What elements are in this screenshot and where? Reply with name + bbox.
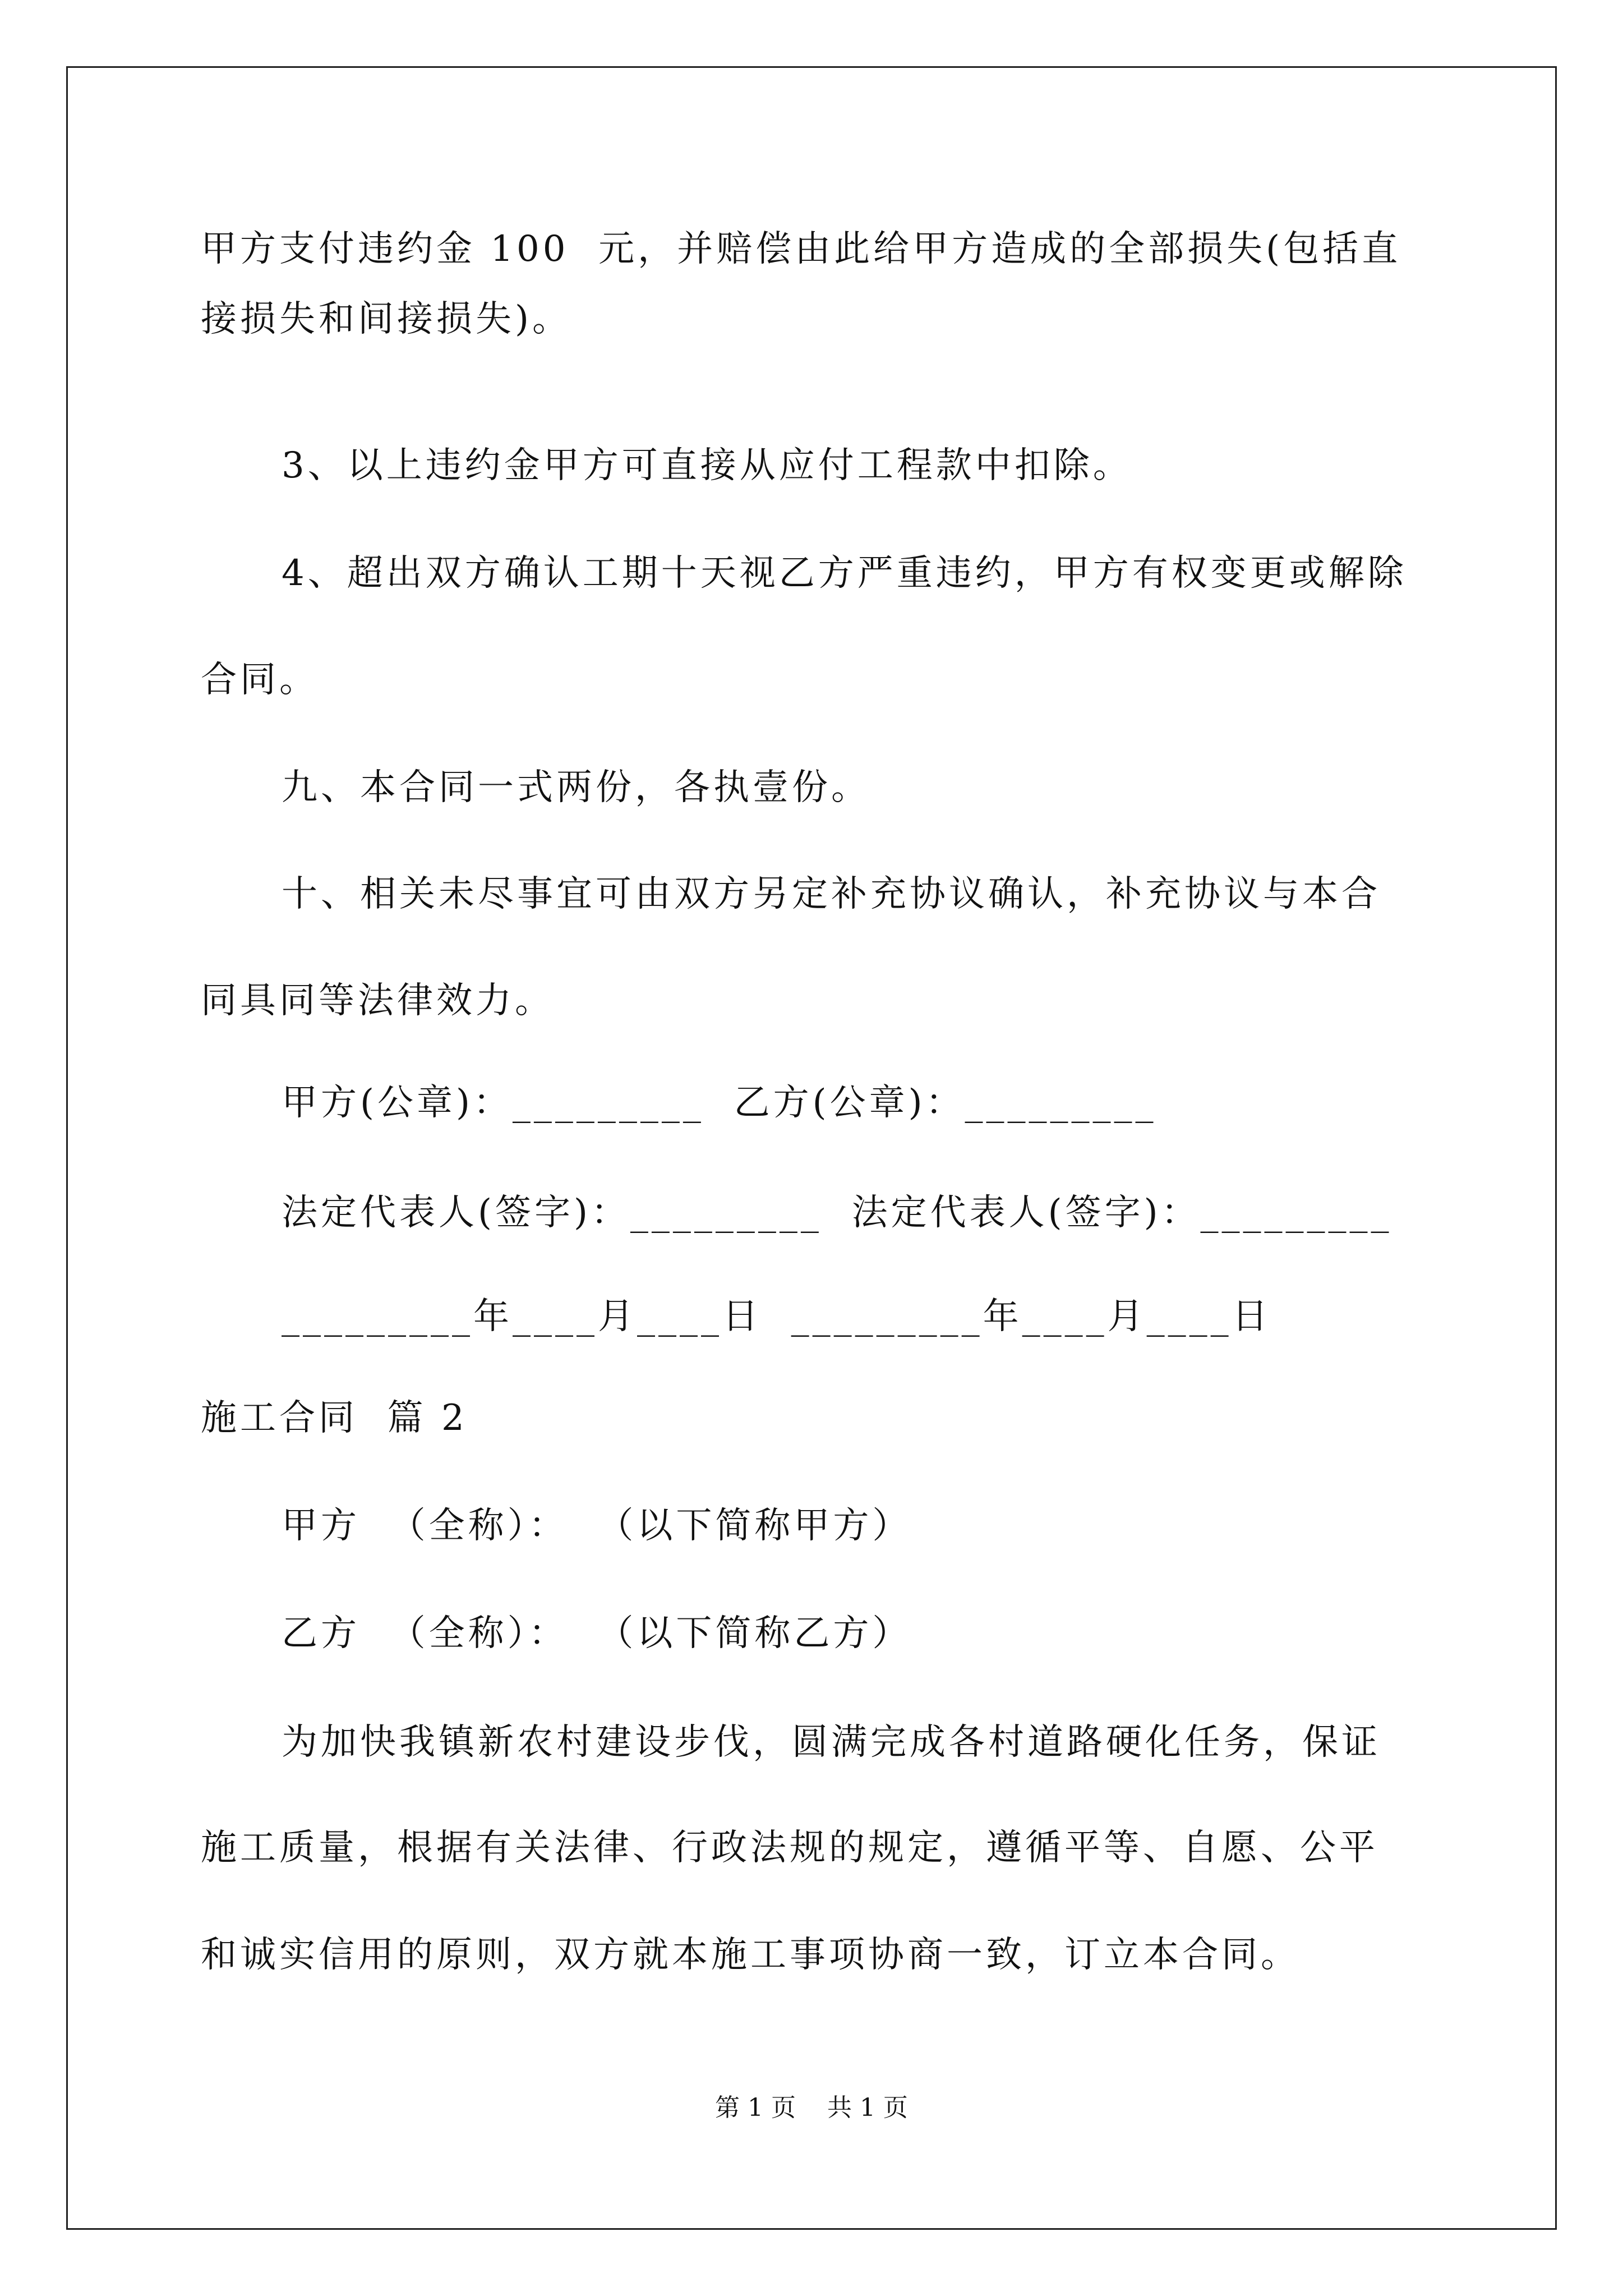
preamble-line: 为加快我镇新农村建设步伐，圆满完成各村道路硬化任务，保证 xyxy=(282,1722,1381,1763)
party-a-line: 甲方 （全称）： （以下简称甲方） xyxy=(282,1505,912,1547)
seal-signature-line: 甲方(公章)：_________ 乙方(公章)：_________ xyxy=(282,1082,1157,1124)
clause-3: 3、以上违约金甲方可直接从应付工程款中扣除。 xyxy=(282,445,1132,486)
body-text-line: 甲方支付违约金 100 元，并赔偿由此给甲方造成的全部损失(包括直 xyxy=(201,228,1401,270)
body-text-line: 合同。 xyxy=(201,659,319,701)
representative-signature-line: 法定代表人(签字)：_________ 法定代表人(签字)：_________ xyxy=(282,1192,1393,1234)
clause-ten: 十、相关未尽事宜可由双方另定补充协议确认，补充协议与本合 xyxy=(282,873,1381,915)
preamble-line: 和诚实信用的原则，双方就本施工事项协商一致，订立本合同。 xyxy=(201,1934,1300,1976)
page-footer: 第 1 页 共 1 页 xyxy=(715,2093,908,2122)
body-text-line: 接损失和间接损失)。 xyxy=(201,298,571,340)
page-border xyxy=(66,66,1557,2230)
body-text-line: 同具同等法律效力。 xyxy=(201,980,554,1022)
preamble-line: 施工质量，根据有关法律、行政法规的规定，遵循平等、自愿、公平 xyxy=(201,1827,1378,1869)
party-b-line: 乙方 （全称）： （以下简称乙方） xyxy=(282,1613,912,1654)
clause-4: 4、超出双方确认工期十天视乙方严重违约，甲方有权变更或解除 xyxy=(282,553,1407,594)
section-heading: 施工合同 篇 2 xyxy=(201,1397,468,1439)
date-line: _________年____月____日 _________年____月____日 xyxy=(282,1296,1271,1337)
clause-nine: 九、本合同一式两份，各执壹份。 xyxy=(282,767,870,808)
